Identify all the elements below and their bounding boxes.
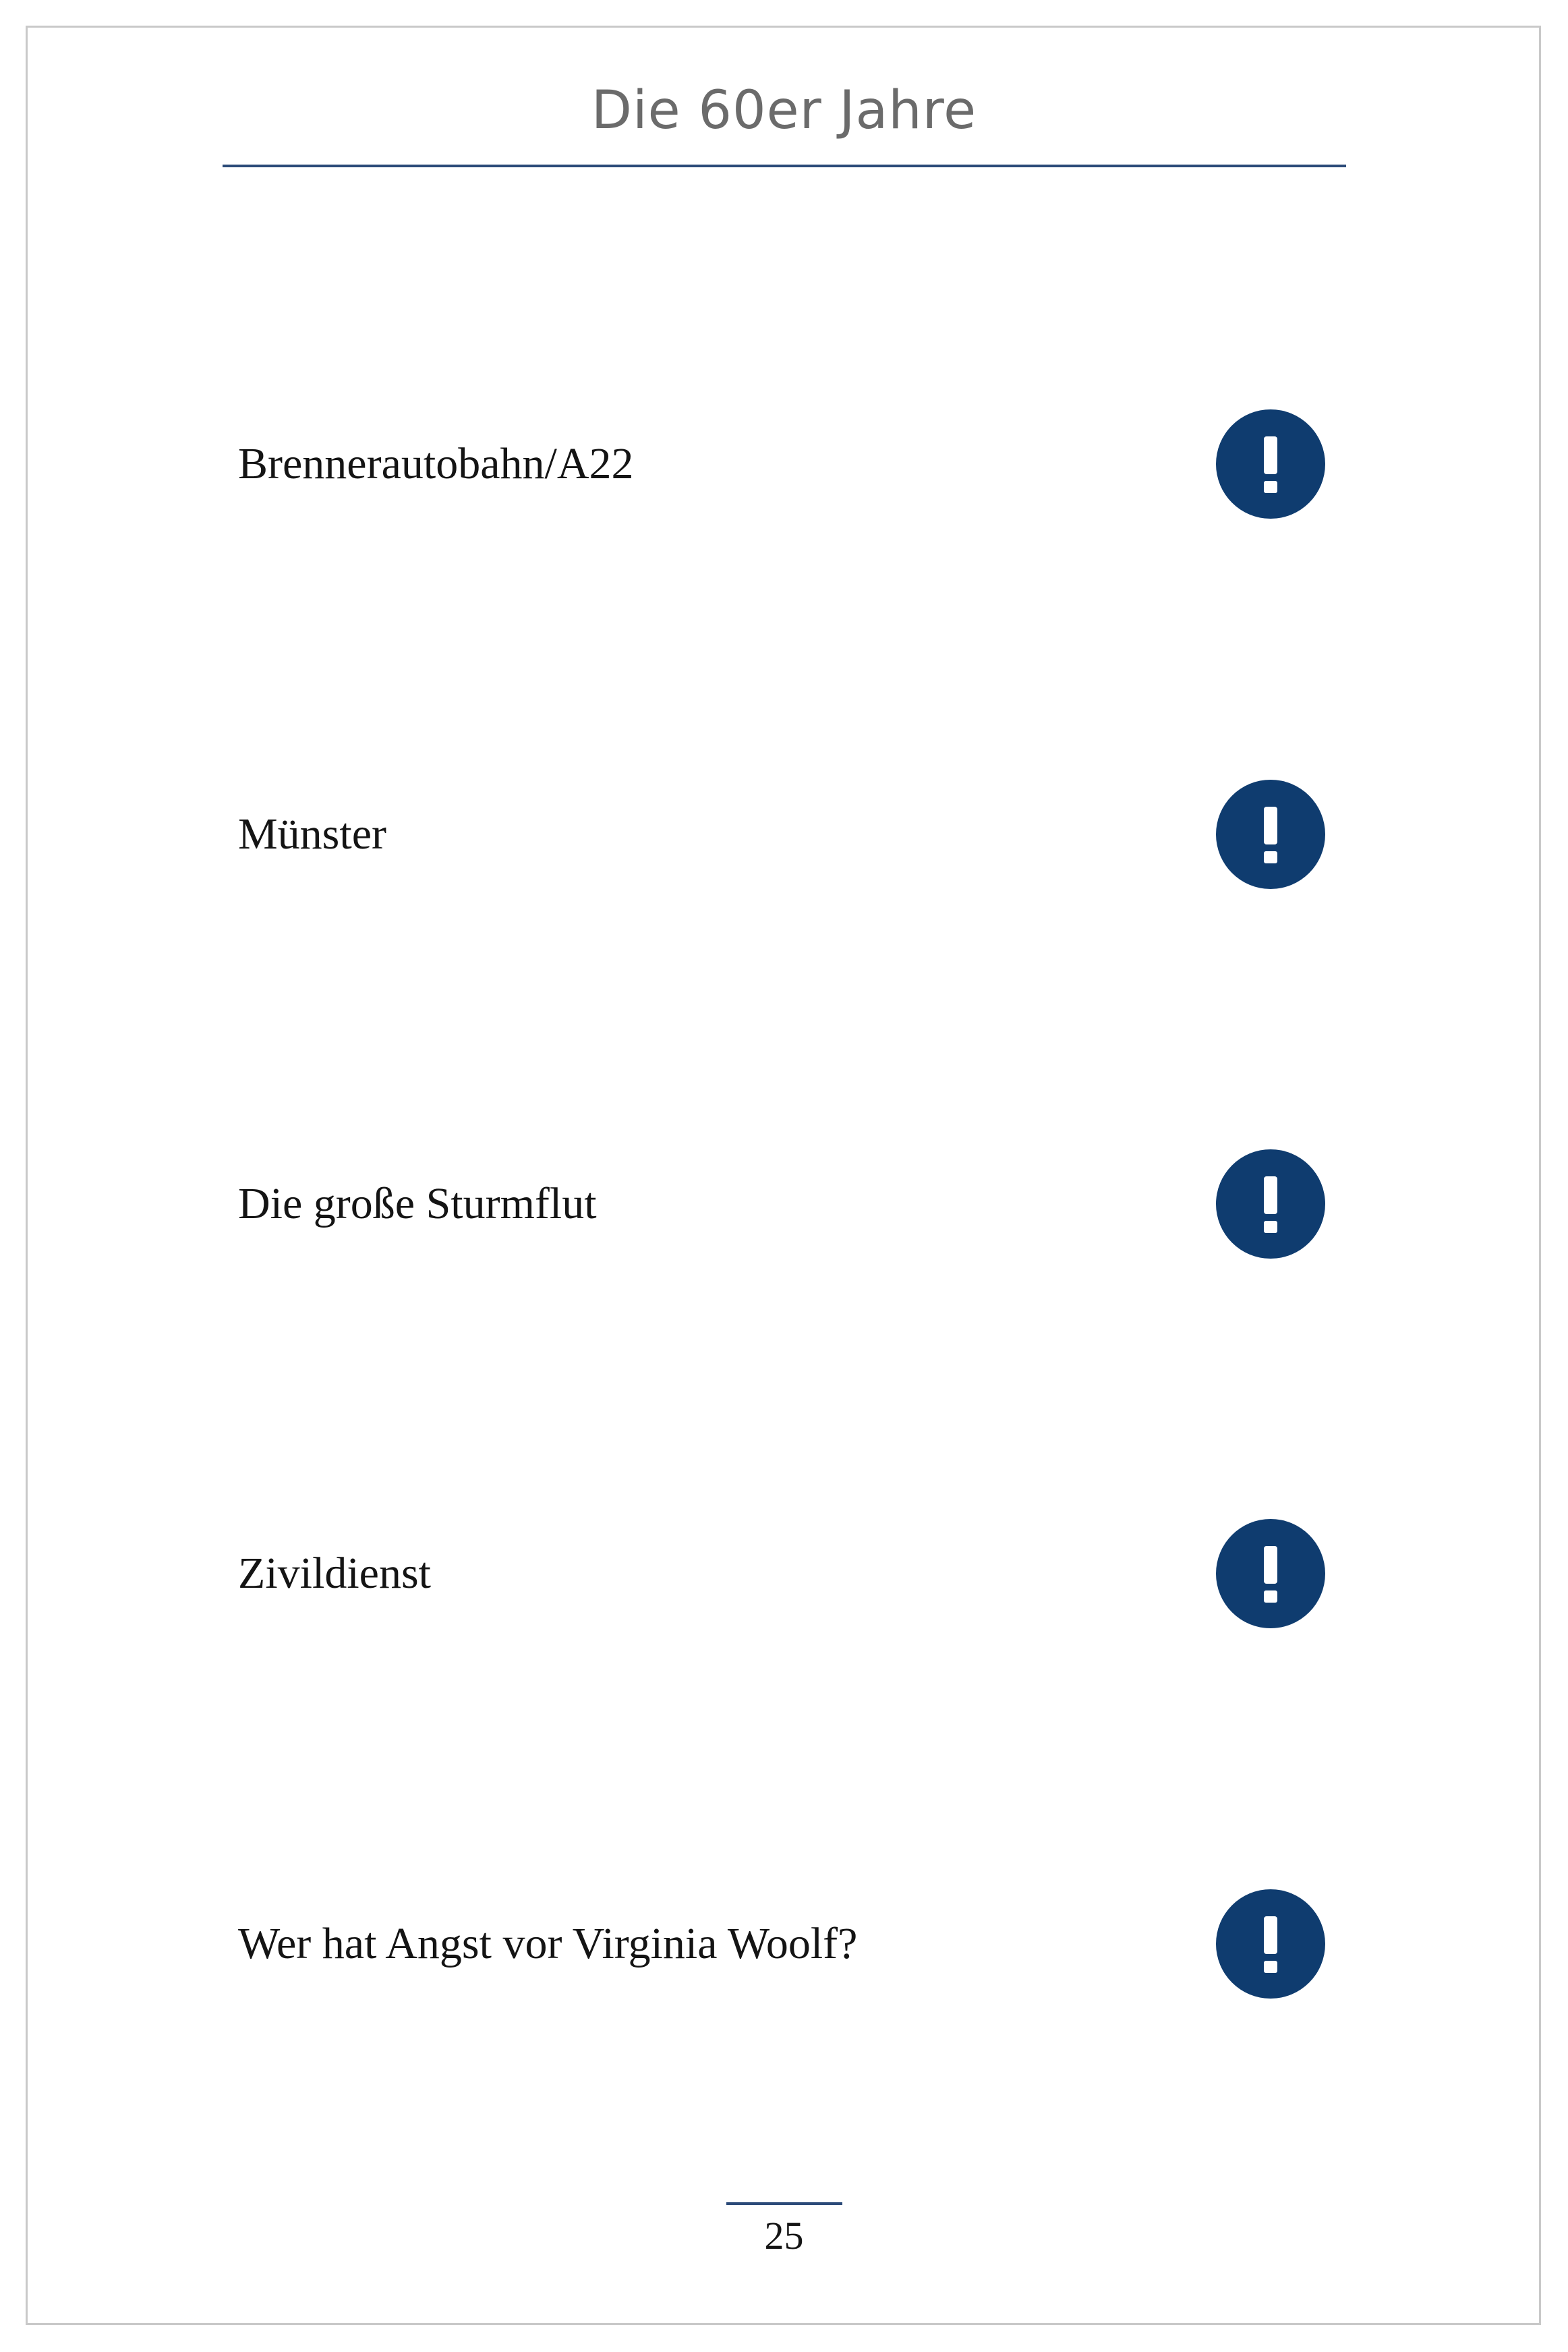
entry-label: Die große Sturmflut — [238, 1179, 597, 1228]
entry-label: Wer hat Angst vor Virginia Woolf? — [238, 1919, 858, 1968]
exclamation-icon[interactable] — [1216, 1519, 1325, 1628]
entry-label: Brennerautobahn/A22 — [238, 439, 634, 488]
exclamation-icon[interactable] — [1216, 1149, 1325, 1259]
page-number: 25 — [764, 2214, 804, 2258]
entry-label: Münster — [238, 809, 386, 859]
entry-label: Zivildienst — [238, 1549, 431, 1598]
list-item — [238, 1516, 1331, 1631]
page-title: Die 60er Jahre — [591, 80, 977, 141]
list-item — [238, 1887, 1331, 2001]
exclamation-icon[interactable] — [1216, 409, 1325, 519]
list-item — [238, 407, 1331, 521]
exclamation-icon[interactable] — [1216, 780, 1325, 889]
footer-divider — [726, 2202, 842, 2205]
exclamation-icon[interactable] — [1216, 1889, 1325, 1999]
list-item — [238, 1147, 1331, 1261]
list-item — [238, 777, 1331, 892]
header-divider — [223, 165, 1346, 167]
